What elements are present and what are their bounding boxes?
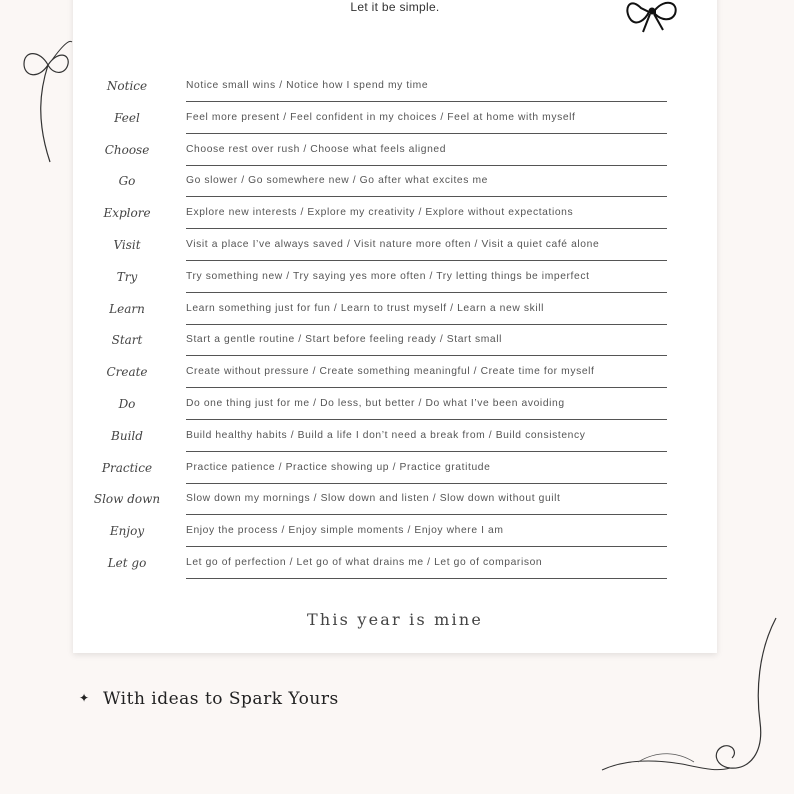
promo-caption xyxy=(79,689,339,709)
row-label: Slow down xyxy=(93,492,161,507)
row-text: Learn something just for fun / Learn to trust myself / Learn a new skill xyxy=(186,303,667,325)
list-item xyxy=(73,427,717,459)
row-text: Slow down my mornings / Slow down and listen / Slow down without guilt xyxy=(186,493,667,515)
row-text: Enjoy the process / Enjoy simple moments / Enjoy where I am xyxy=(186,525,667,547)
row-label: Enjoy xyxy=(109,524,145,539)
caption-text: With ideas to Spark Yours xyxy=(103,689,339,709)
list-item xyxy=(73,77,717,109)
row-text: Do one thing just for me / Do less, but better / Do what I’ve been avoiding xyxy=(186,398,667,420)
row-label: Choose xyxy=(104,142,150,157)
row-text: Visit a place I’ve always saved / Visit nature more often / Visit a quiet café alone xyxy=(186,239,667,261)
list-item xyxy=(73,109,717,141)
list-item xyxy=(73,395,717,427)
list-item xyxy=(73,141,717,173)
list-item xyxy=(73,490,717,522)
row-text: Go slower / Go somewhere new / Go after what excites me xyxy=(186,175,667,197)
row-text: Choose rest over rush / Choose what feels aligned xyxy=(186,144,667,166)
list-item xyxy=(73,554,717,586)
heart-swirl-decoration-left xyxy=(10,20,80,170)
row-label: Start xyxy=(111,333,143,348)
list-item xyxy=(73,459,717,491)
row-label: Let go xyxy=(107,555,147,570)
intentions-list xyxy=(73,77,717,586)
row-text: Practice patience / Practice showing up / Practice gratitude xyxy=(186,462,667,484)
row-label: Do xyxy=(118,396,136,411)
list-item xyxy=(73,363,717,395)
list-item xyxy=(73,300,717,332)
row-label: Build xyxy=(111,428,143,443)
row-text: Create without pressure / Create something meaningful / Create time for myself xyxy=(186,366,667,388)
row-label: Try xyxy=(116,269,138,284)
bow-icon xyxy=(621,0,681,35)
row-label: Feel xyxy=(114,110,140,125)
row-text: Start a gentle routine / Start before feeling ready / Start small xyxy=(186,334,667,356)
row-label: Practice xyxy=(101,460,153,475)
row-label: Learn xyxy=(109,301,145,316)
planner-sheet xyxy=(73,0,717,653)
closing-title: This year is mine xyxy=(306,610,484,629)
row-label: Create xyxy=(106,365,148,380)
row-label: Go xyxy=(118,174,136,189)
list-item xyxy=(73,331,717,363)
row-text: Let go of perfection / Let go of what drains me / Let go of comparison xyxy=(186,557,667,579)
row-label: Visit xyxy=(113,237,141,252)
row-label: Explore xyxy=(103,206,151,221)
sparkle-icon: ✦ xyxy=(79,691,90,705)
row-text: Notice small wins / Notice how I spend my time xyxy=(186,80,667,102)
list-item xyxy=(73,172,717,204)
list-item xyxy=(73,522,717,554)
row-text: Build healthy habits / Build a life I don’t need a break from / Build consistency xyxy=(186,430,667,452)
list-item xyxy=(73,268,717,300)
row-label: Notice xyxy=(106,79,148,93)
page-subtitle: Let it be simple. xyxy=(350,0,440,14)
list-item xyxy=(73,236,717,268)
row-text: Explore new interests / Explore my creativity / Explore without expectations xyxy=(186,207,667,229)
row-text: Try something new / Try saying yes more often / Try letting things be imperfect xyxy=(186,271,667,293)
row-text: Feel more present / Feel confident in my choices / Feel at home with myself xyxy=(186,112,667,134)
list-item xyxy=(73,204,717,236)
